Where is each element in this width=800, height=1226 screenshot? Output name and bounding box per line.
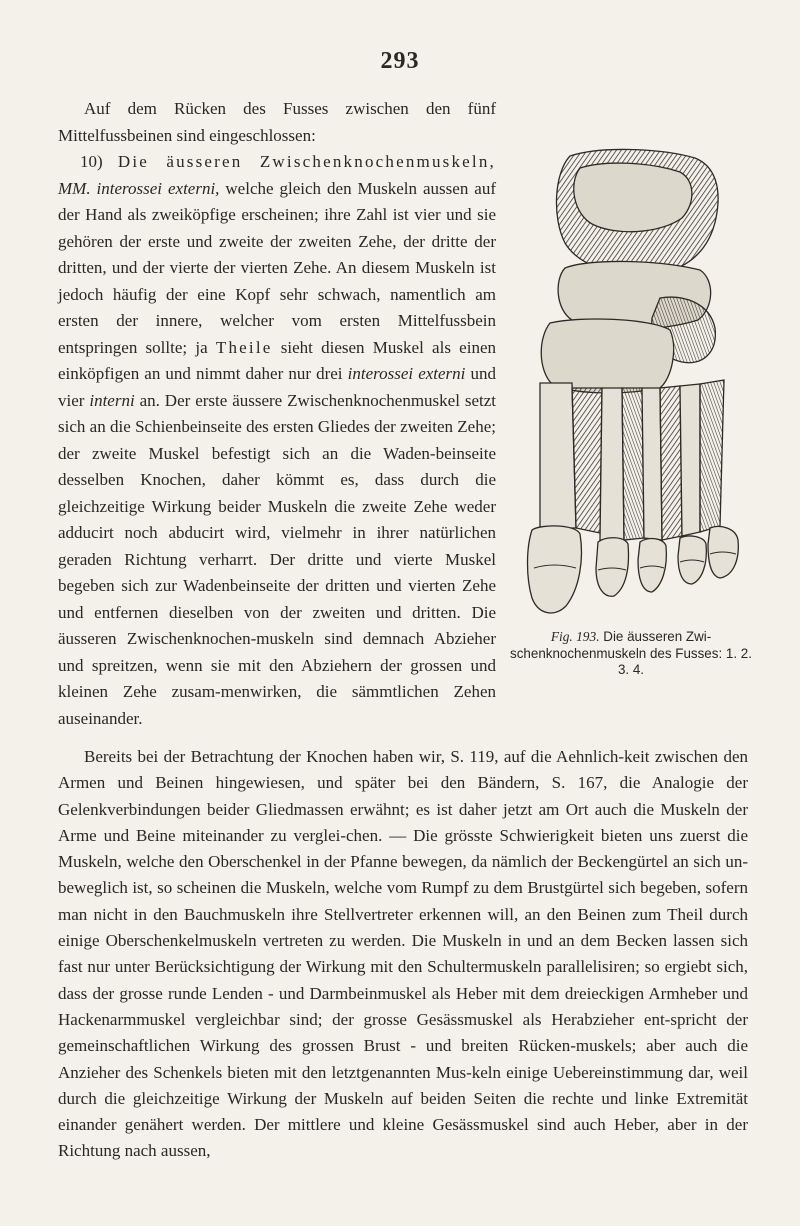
left-column bbox=[58, 96, 496, 732]
metatarsal-1 bbox=[540, 383, 576, 528]
talus-bone bbox=[574, 163, 692, 232]
interosseous-muscle-1 bbox=[572, 388, 602, 533]
cuneiform-bones bbox=[541, 319, 673, 393]
toe-3 bbox=[638, 539, 666, 592]
interosseous-muscle-3 bbox=[660, 386, 682, 540]
interosseous-muscle-2 bbox=[622, 388, 644, 540]
body-paragraph: Bereits bei der Betrachtung der Knochen haben wir, S. 119, auf die Aehnlich-keit zwischen den Armen und Beinen hingewiesen, und später bei den Bändern, S. 167, die Analogie der Gelenkverbindungen beider Gliedmassen erwähnt; es ist daher jetzt am Ort auch die Muskeln der Arme und Beine miteinander zu verglei-chen. — Die grösste Schwierigkeit bieten uns zuerst die Muskeln, welche den Oberschenkel in der Pfanne bewegen, da nämlich der Beckengürtel an sich un-beweglich ist, so scheinen die Muskeln, welche vom Rumpf zu dem Brustgürtel sich begeben, sofern man nicht in den Bauchmuskeln ihre Stellvertreter erkennen will, an den Beinen zum Theil durch einige Oberschenkelmuskeln vertreten zu werden. Die Muskeln in und an dem Becken lassen sich fast nur unter Berücksichtigung der Wirkung mit den Schultermuskeln parallelisiren; so ergiebt sich, dass der grosse runde Lenden - und Darmbeinmuskel als Heber mit dem dreieckigen Armheber und Hackenarmmuskel vergleichbar sind; der grosse Gesässmuskel als Herabzieher ent-spricht der gemeinschaftlichen Wirkung des grossen Brust - und breiten Rücken-muskels; aber auch die Anzieher des Schenkels bieten mit den letztgenannten Mus-keln einige Uebereinstimmung dar, weil durch die gleichzeitige Wirkung der Muskeln auf beiden Seiten die rechte und linke Extremität einander genähert werden. Der mittlere und kleine Gesässmuskel sind auch Heber, aber in der Richtung nach aussen, bbox=[58, 747, 748, 1161]
figure-caption bbox=[506, 629, 756, 679]
section-10-paragraph bbox=[58, 149, 496, 732]
metatarsal-3 bbox=[642, 388, 662, 540]
section-number: 10) bbox=[80, 152, 103, 171]
section-text-3: und vier bbox=[58, 364, 496, 410]
interosseous-muscle-4 bbox=[700, 380, 724, 532]
latin-term-3: interni bbox=[89, 390, 135, 410]
section-text-4: an. Der erste äussere Zwischenknochenmuskel setzt sich an die Schienbeinseite des ersten Gliedes der zweiten Zehe; der zweite Muskel befestigt sich an die Waden-beinseite desselben Knochen, daher kömmt es, dass durch die gleichzeitige Wirkung beider Muskeln die zweite Zehe weder adducirt noch abducirt wird, vielmehr in ihrer natürlichen geraden Richtung verharrt. Der dritte und vierte Muskel begeben sich zur Wadenbeinseite der dritten und vierten Zehe und entfernen dieselben von der zweiten und dritten. Die äusseren Zwischenknochen-muskeln sind demnach Abzieher und spreitzen, wenn sie mit den Abziehern der grossen und kleinen Zehe zusam-menwirken, die sämmtlichen Zehen auseinander. bbox=[58, 390, 496, 728]
big-toe bbox=[528, 526, 582, 613]
main-body bbox=[58, 744, 748, 1165]
figure-caption-text: Die äusseren Zwi-schenknochenmuskeln des Fusses: 1. 2. 3. 4. bbox=[510, 629, 752, 677]
section-text-2: sieht diesen Muskel als einen einköpfigen an und nimmt daher nur drei bbox=[58, 337, 496, 383]
page-number: 293 bbox=[380, 48, 420, 74]
latin-term-2: interossei externi bbox=[347, 364, 466, 383]
toe-2 bbox=[596, 538, 628, 597]
figure-label: Fig. 193. bbox=[550, 629, 600, 644]
latin-term: MM. interossei externi, bbox=[58, 178, 220, 198]
section-heading: Die äusseren Zwischenknochenmuskeln, bbox=[117, 152, 496, 171]
foot-illustration bbox=[510, 148, 754, 624]
foot-skeleton-drawing bbox=[510, 148, 754, 624]
intro-paragraph: Auf dem Rücken des Fusses zwischen den fünf Mittelfussbeinen sind eingeschlossen: bbox=[58, 99, 496, 145]
metatarsal-2 bbox=[600, 388, 624, 540]
metatarsal-4 bbox=[680, 384, 700, 536]
section-text-1: welche gleich den Muskeln aussen auf der Hand als zweiköpfige erscheinen; ihre Zahl ist vier und sie gehören der erste und zweite der zweiten Zehe, der dritte der dritten, und der vierte der vierten Zehe. An diesem Muskeln ist jedoch häufig der eine Kopf sehr schwach, namentlich am ersten der innere, welcher vom ersten Mittelfussbein entspringen sollte; ja bbox=[58, 178, 496, 357]
author-name: Theile bbox=[215, 337, 273, 357]
